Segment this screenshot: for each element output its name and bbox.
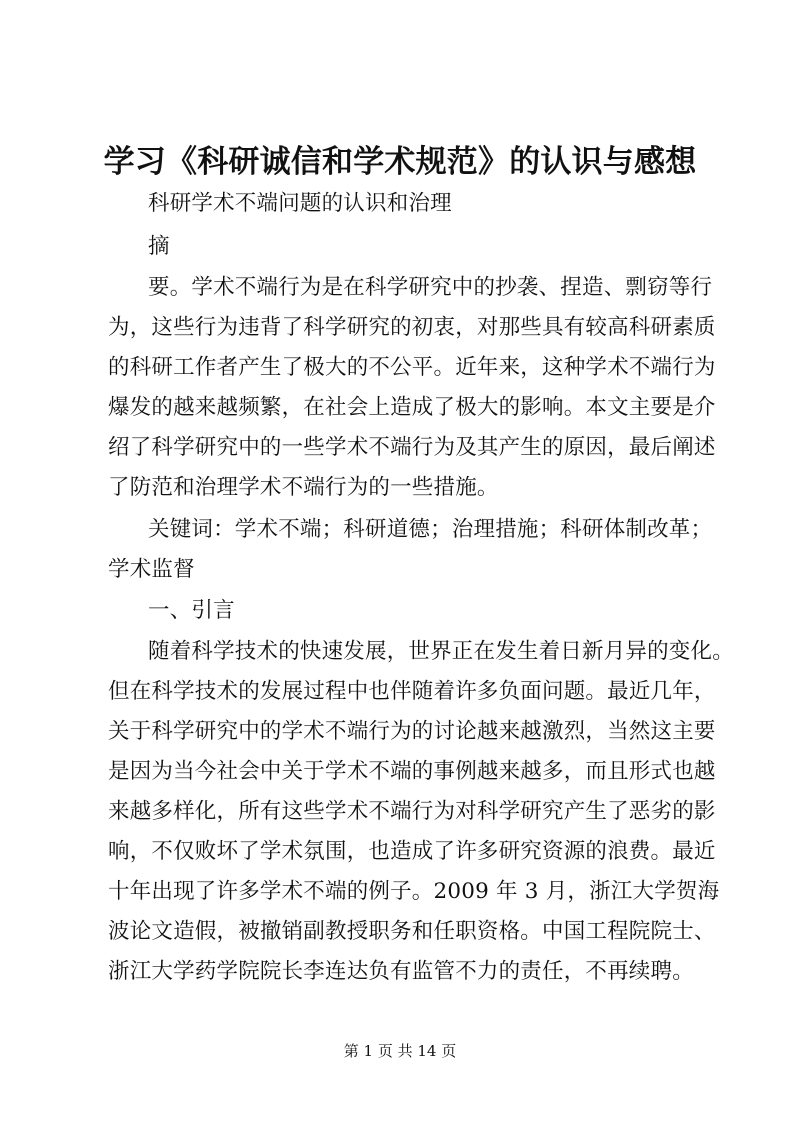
- intro-line: 是因为当今社会中关于学术不端的事例越来越多，而且形式也越: [108, 759, 716, 784]
- abstract-line: 了防范和治理学术不端行为的一些措施。: [108, 475, 499, 500]
- page-number: 第 1 页 共 14 页: [343, 1042, 457, 1060]
- intro-line: 来越多样化，所有这些学术不端行为对科学研究产生了恶劣的影: [108, 799, 716, 824]
- abstract-line: 要。学术不端行为是在科学研究中的抄袭、捏造、剽窃等行: [148, 275, 713, 300]
- intro-line: 波论文造假，被撤销副教授职务和任职资格。中国工程院院士、: [108, 919, 716, 944]
- abstract-line: 为，这些行为违背了科学研究的初衷，对那些具有较高科研素质: [108, 315, 716, 340]
- abstract-heading: 摘: [148, 234, 170, 259]
- abstract-line: 绍了科学研究中的一些学术不端行为及其产生的原因，最后阐述: [108, 435, 716, 460]
- abstract-line: 的科研工作者产生了极大的不公平。近年来，这种学术不端行为: [108, 355, 716, 380]
- keywords-line: 学术监督: [108, 557, 195, 582]
- intro-line: 十年出现了许多学术不端的例子。2009 年 3 月，浙江大学贺海: [108, 879, 720, 904]
- subtitle: 科研学术不端问题的认识和治理: [148, 191, 452, 216]
- intro-line: 响，不仅败坏了学术氛围，也造成了许多研究资源的浪费。最近: [108, 839, 716, 864]
- section-heading: 一、引言: [148, 598, 235, 623]
- document-title: 学习《科研诚信和学术规范》的认识与感想: [103, 144, 697, 180]
- keywords-line: 关键词：学术不端；科研道德；治理措施；科研体制改革；: [148, 517, 713, 542]
- intro-line: 浙江大学药学院院长李连达负有监管不力的责任，不再续聘。: [108, 959, 694, 984]
- abstract-line: 爆发的越来越频繁，在社会上造成了极大的影响。本文主要是介: [108, 395, 716, 420]
- intro-line: 随着科学技术的快速发展，世界正在发生着日新月异的变化。: [148, 639, 734, 664]
- intro-line: 但在科学技术的发展过程中也伴随着许多负面问题。最近几年，: [108, 679, 716, 704]
- intro-line: 关于科学研究中的学术不端行为的讨论越来越激烈，当然这主要: [108, 719, 716, 744]
